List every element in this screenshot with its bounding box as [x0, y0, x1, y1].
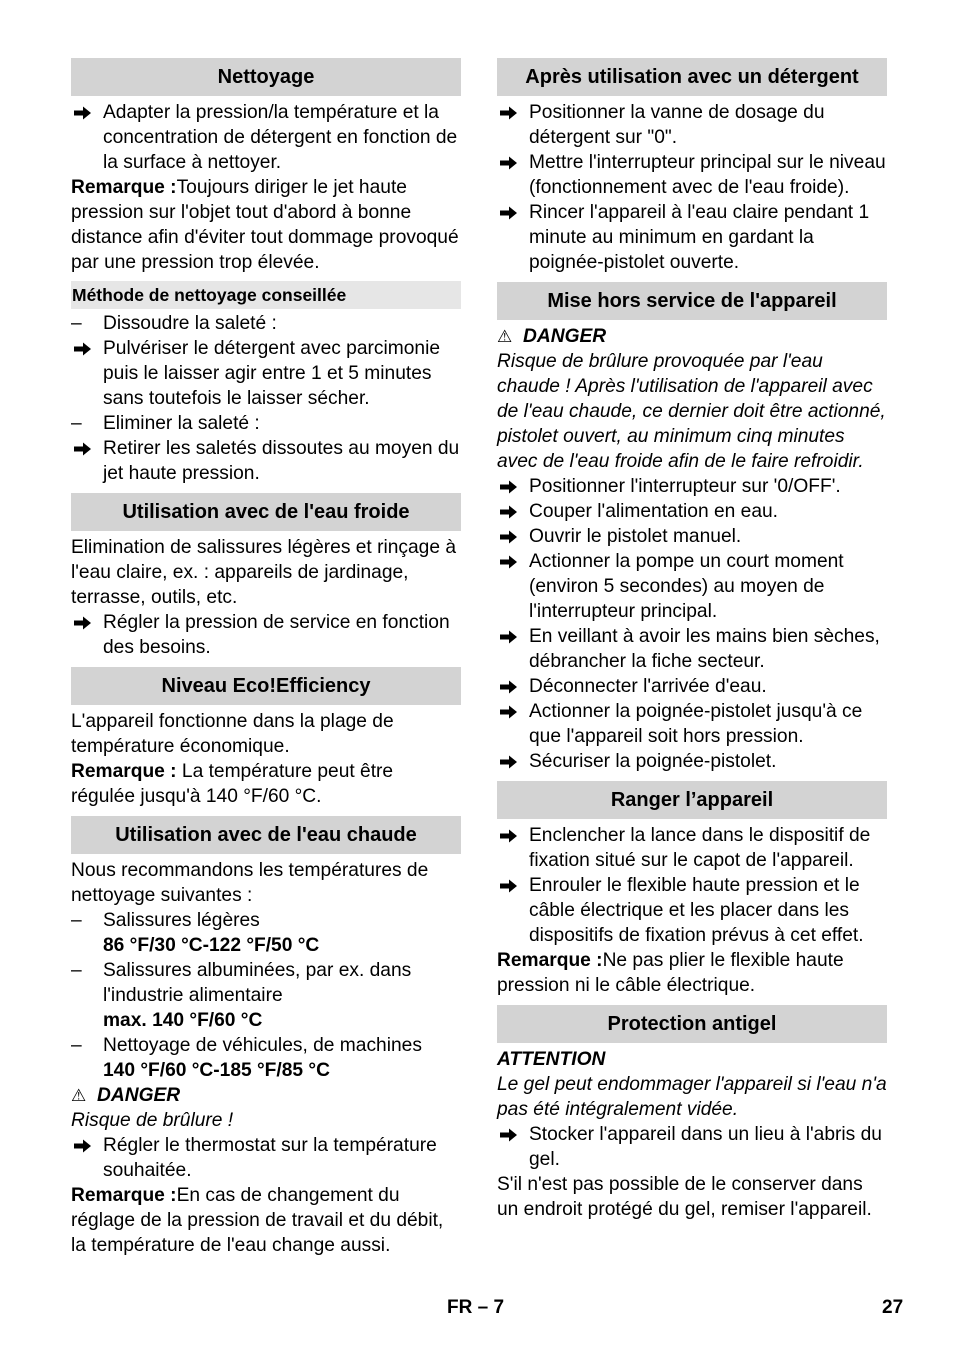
heading-antigel: Protection antigel	[497, 1005, 887, 1043]
heading-mise-hors-service: Mise hors service de l'appareil	[497, 282, 887, 320]
arrow-right-icon	[500, 879, 517, 893]
arrow-right-icon	[74, 616, 91, 630]
step-text: Actionner la pompe un court moment (environ 5 secondes) au moyen de l'interrupteur principal.	[529, 551, 844, 622]
right-column	[497, 58, 887, 1222]
step-text: En veillant à avoir les mains bien sèches, débrancher la fiche secteur.	[529, 626, 880, 672]
note-label: Remarque :	[71, 1185, 177, 1206]
arrow-right-icon	[500, 705, 517, 719]
heading-eau-froide: Utilisation avec de l'eau froide	[71, 493, 461, 531]
dash-marker: –	[71, 960, 82, 981]
note-text: En cas de changement du réglage de la pression de travail et du débit, la température de l'eau change aussi.	[71, 1185, 444, 1256]
note-label: Remarque :	[71, 177, 177, 198]
dash-item	[71, 311, 461, 336]
note-text: Toujours diriger le jet haute pression sur l'objet tout d'abord à bonne distance afin d'éviter tout dommage provoqué par une pression trop élevée.	[71, 177, 459, 273]
arrow-right-icon	[500, 1128, 517, 1142]
step-text: Mettre l'interrupteur principal sur le niveau (fonctionnement avec de l'eau froide).	[529, 152, 886, 198]
attention-label: ATTENTION	[497, 1049, 606, 1070]
step-item	[71, 610, 461, 660]
note-text: Ne pas plier le flexible haute pression ni le câble électrique.	[497, 950, 844, 996]
dash-item	[71, 958, 461, 1033]
step-item	[497, 1122, 887, 1172]
note-paragraph	[497, 948, 887, 998]
dash-marker: –	[71, 910, 82, 931]
dash-item	[71, 1033, 461, 1083]
note-paragraph	[71, 1183, 461, 1258]
arrow-right-icon	[74, 1139, 91, 1153]
note-text: La température peut être régulée jusqu'à 140 °F/60 °C.	[71, 761, 394, 807]
dash-text: Salissures légères	[103, 910, 260, 931]
temperature-value: 140 °F/60 °C-185 °F/85 °C	[103, 1060, 330, 1081]
step-item	[497, 524, 887, 549]
dash-text: Salissures albuminées, par ex. dans l'industrie alimentaire	[103, 960, 412, 1006]
heading-eau-chaude: Utilisation avec de l'eau chaude	[71, 816, 461, 854]
dash-text: Nettoyage de véhicules, de machines	[103, 1035, 422, 1056]
step-item	[71, 436, 461, 486]
arrow-right-icon	[500, 680, 517, 694]
paragraph: S'il n'est pas possible de le conserver dans un endroit protégé du gel, remiser l'appareil.	[497, 1174, 872, 1220]
warning-triangle-icon: ⚠	[71, 1086, 87, 1105]
step-text: Pulvériser le détergent avec parcimonie puis le laisser agir entre 1 et 5 minutes sans toutefois le laisser sécher.	[103, 338, 441, 409]
danger-text: Risque de brûlure provoquée par l'eau chaude ! Après l'utilisation de l'appareil avec de l'eau chaude, ce dernier doit être actionné, pistolet ouvert, au minimum cinq minutes avec de l'eau froide afin de le faire refroidir.	[497, 351, 886, 472]
arrow-right-icon	[74, 442, 91, 456]
arrow-right-icon	[500, 630, 517, 644]
left-column	[71, 58, 461, 1258]
temperature-value: max. 140 °F/60 °C	[103, 1010, 263, 1031]
dash-marker: –	[71, 313, 82, 334]
footer-section-label: FR – 7	[447, 1297, 505, 1318]
paragraph: L'appareil fonctionne dans la plage de température économique.	[71, 711, 394, 757]
arrow-right-icon	[74, 342, 91, 356]
step-item	[71, 336, 461, 411]
dash-marker: –	[71, 1035, 82, 1056]
step-text: Déconnecter l'arrivée d'eau.	[529, 676, 767, 697]
dash-text: Eliminer la saleté :	[103, 413, 260, 434]
step-text: Positionner la vanne de dosage du détergent sur "0".	[529, 102, 825, 148]
note-paragraph	[71, 759, 461, 809]
arrow-right-icon	[74, 106, 91, 120]
arrow-right-icon	[500, 505, 517, 519]
danger-text-label: DANGER	[97, 1085, 181, 1106]
dash-text: Dissoudre la saleté :	[103, 313, 277, 334]
step-text: Enclencher la lance dans le dispositif de fixation situé sur le capot de l'appareil.	[529, 825, 871, 871]
arrow-right-icon	[500, 480, 517, 494]
step-text: Régler le thermostat sur la température souhaitée.	[103, 1135, 437, 1181]
dash-item	[71, 411, 461, 436]
paragraph: Nous recommandons les températures de nettoyage suivantes :	[71, 860, 429, 906]
heading-apres: Après utilisation avec un détergent	[497, 58, 887, 96]
step-item	[497, 100, 887, 150]
step-item	[497, 150, 887, 200]
step-item	[497, 200, 887, 275]
step-item	[497, 474, 887, 499]
step-item	[497, 873, 887, 948]
step-item	[497, 674, 887, 699]
step-text: Adapter la pression/la température et la concentration de détergent en fonction de la surface à nettoyer.	[103, 102, 458, 173]
danger-label	[497, 324, 887, 349]
danger-text: Risque de brûlure !	[71, 1110, 234, 1131]
step-text: Couper l'alimentation en eau.	[529, 501, 778, 522]
heading-eco: Niveau Eco!Efficiency	[71, 667, 461, 705]
step-item	[497, 549, 887, 624]
arrow-right-icon	[500, 206, 517, 220]
step-text: Stocker l'appareil dans un lieu à l'abris du gel.	[529, 1124, 882, 1170]
step-item	[497, 699, 887, 749]
arrow-right-icon	[500, 755, 517, 769]
arrow-right-icon	[500, 829, 517, 843]
paragraph: Elimination de salissures légères et rinçage à l'eau claire, ex. : appareils de jardinage, terrasse, outils, etc.	[71, 537, 457, 608]
danger-label	[71, 1083, 461, 1108]
step-text: Retirer les saletés dissoutes au moyen du jet haute pression.	[103, 438, 460, 484]
step-item	[497, 749, 887, 774]
note-label: Remarque :	[71, 761, 177, 782]
dash-item	[71, 908, 461, 958]
step-text: Ouvrir le pistolet manuel.	[529, 526, 742, 547]
arrow-right-icon	[500, 106, 517, 120]
step-text: Régler la pression de service en fonction des besoins.	[103, 612, 450, 658]
danger-text-label: DANGER	[523, 326, 607, 347]
step-item	[71, 1133, 461, 1183]
subheading-methode: Méthode de nettoyage conseillée	[71, 281, 461, 309]
step-item	[497, 499, 887, 524]
step-item	[497, 624, 887, 674]
step-text: Enrouler le flexible haute pression et le câble électrique et les placer dans les dispositifs de fixation prévus à cet effet.	[529, 875, 864, 946]
arrow-right-icon	[500, 156, 517, 170]
step-text: Rincer l'appareil à l'eau claire pendant 1 minute au minimum en gardant la poignée-pistolet ouverte.	[529, 202, 870, 273]
page-number: 27	[882, 1297, 904, 1318]
step-item	[497, 823, 887, 873]
note-paragraph	[71, 175, 461, 275]
warning-triangle-icon: ⚠	[497, 327, 513, 346]
step-text: Actionner la poignée-pistolet jusqu'à ce que l'appareil soit hors pression.	[529, 701, 863, 747]
arrow-right-icon	[500, 555, 517, 569]
attention-text: Le gel peut endommager l'appareil si l'eau n'a pas été intégralement vidée.	[497, 1074, 887, 1120]
step-text: Positionner l'interrupteur sur '0/OFF'.	[529, 476, 841, 497]
temperature-value: 86 °F/30 °C-122 °F/50 °C	[103, 935, 320, 956]
step-item	[71, 100, 461, 175]
note-label: Remarque :	[497, 950, 603, 971]
dash-marker: –	[71, 413, 82, 434]
heading-ranger: Ranger l’appareil	[497, 781, 887, 819]
step-text: Sécuriser la poignée-pistolet.	[529, 751, 777, 772]
heading-nettoyage: Nettoyage	[71, 58, 461, 96]
arrow-right-icon	[500, 530, 517, 544]
